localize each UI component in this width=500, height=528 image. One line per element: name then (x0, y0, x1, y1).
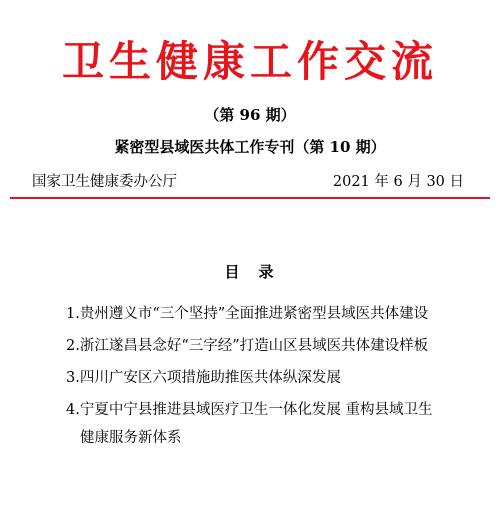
toc-item-1[interactable]: 1.贵州遵义市“三个坚持”全面推进紧密型县域医共体建设 (66, 306, 429, 322)
issuer-row (32, 172, 464, 192)
special-issue-title: 紧密型县域医共体工作专刊（第 10 期） (114, 138, 386, 156)
issue-date: 2021 年 6 月 30 日 (332, 174, 464, 190)
toc-title: 目 录 (224, 263, 276, 281)
issue-number: （第 96 期） (204, 106, 296, 124)
bulletin-masthead: 卫生健康工作交流 (61, 37, 438, 86)
toc-item-3[interactable]: 3.四川广安区六项措施助推医共体纵深发展 (66, 370, 341, 386)
toc-item-2[interactable]: 2.浙江遂昌县念好“三字经”打造山区县域医共体建设样板 (66, 338, 429, 354)
issuer-name: 国家卫生健康委办公厅 (32, 174, 177, 190)
toc-item-4[interactable]: 4.宁夏中宁县推进县域医疗卫生一体化发展 重构县域卫生健康服务新体系 (66, 402, 433, 446)
red-divider (10, 197, 490, 199)
toc-list (66, 300, 446, 456)
